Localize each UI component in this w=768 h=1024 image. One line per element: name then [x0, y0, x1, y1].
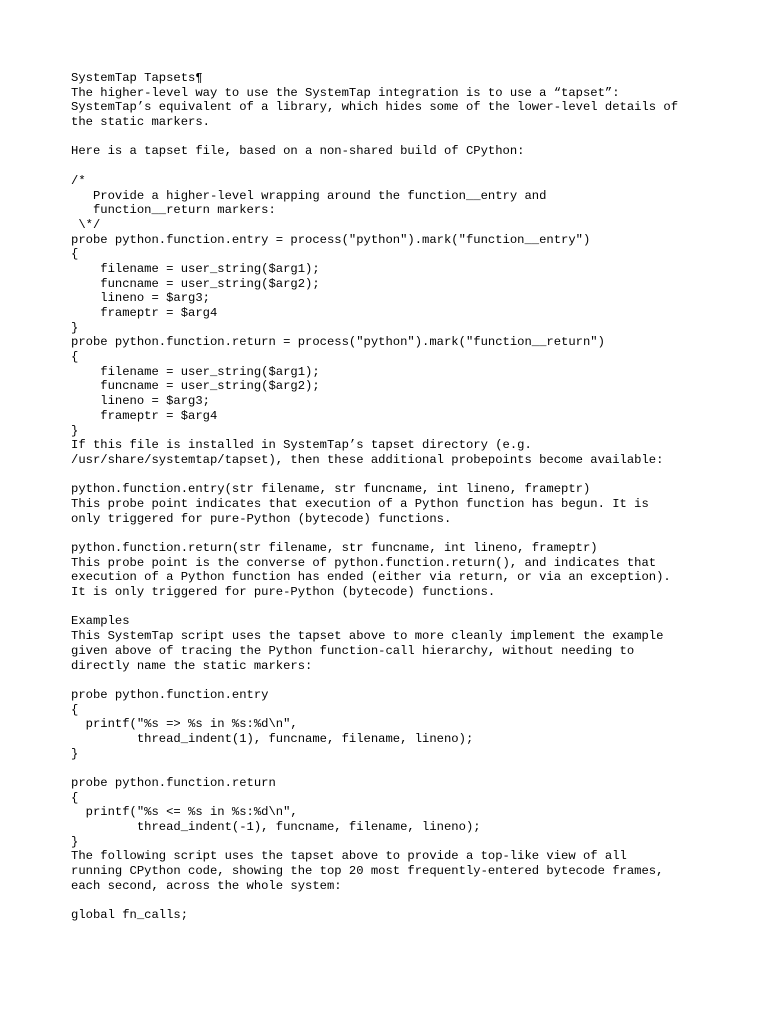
document-page	[71, 71, 731, 923]
document-line: {	[71, 702, 79, 717]
document-line: each second, across the whole system:	[71, 878, 342, 893]
document-line: the static markers.	[71, 115, 210, 130]
document-line: thread_indent(1), funcname, filename, lineno);	[71, 731, 474, 746]
document-line: The following script uses the tapset above to provide a top-like view of all	[71, 849, 627, 864]
document-line: }	[71, 320, 79, 335]
document-line: The higher-level way to use the SystemTap integration is to use a “tapset”:	[71, 85, 620, 100]
document-line: printf("%s => %s in %s:%d\n",	[71, 717, 298, 732]
document-line: only triggered for pure-Python (bytecode) functions.	[71, 511, 452, 526]
document-line: It is only triggered for pure-Python (bytecode) functions.	[71, 585, 496, 600]
document-line: {	[71, 790, 79, 805]
document-line: {	[71, 247, 79, 262]
document-line	[71, 673, 731, 688]
document-line: probe python.function.return	[71, 776, 276, 790]
document-line: This probe point indicates that execution of a Python function has begun. It is	[71, 496, 649, 511]
document-line	[71, 468, 731, 483]
document-line: If this file is installed in SystemTap’s tapset directory (e.g.	[71, 438, 532, 453]
document-line	[71, 600, 731, 615]
document-line: This probe point is the converse of python.function.return(), and indicates that	[71, 555, 657, 570]
document-line	[71, 159, 731, 174]
document-line: lineno = $arg3;	[71, 291, 210, 306]
document-line: funcname = user_string($arg2);	[71, 379, 320, 394]
document-line: function__return markers:	[71, 203, 276, 218]
document-line: Here is a tapset file, based on a non-shared build of CPython:	[71, 144, 525, 159]
document-line: SystemTap Tapsets¶	[71, 71, 203, 85]
document-line: SystemTap’s equivalent of a library, which hides some of the lower-level details of	[71, 100, 679, 115]
document-line: frameptr = $arg4	[71, 306, 218, 320]
document-line: printf("%s <= %s in %s:%d\n",	[71, 805, 298, 820]
document-line: filename = user_string($arg1);	[71, 364, 320, 379]
document-line: filename = user_string($arg1);	[71, 261, 320, 276]
document-line	[71, 130, 731, 145]
document-line: probe python.function.entry = process("python").mark("function__entry")	[71, 232, 591, 247]
document-line: Examples	[71, 614, 130, 629]
document-line: \*/	[71, 217, 101, 232]
document-line: /*	[71, 173, 86, 188]
document-line	[71, 526, 731, 541]
document-line: execution of a Python function has ended (either via return, or via an exception).	[71, 570, 671, 585]
document-line: /usr/share/systemtap/tapset), then these additional probepoints become available:	[71, 452, 664, 467]
document-line: Provide a higher-level wrapping around the function__entry and	[71, 188, 547, 203]
document-line: }	[71, 834, 79, 849]
document-line: probe python.function.entry	[71, 687, 269, 702]
document-line: given above of tracing the Python function-call hierarchy, without needing to	[71, 643, 635, 658]
document-line: funcname = user_string($arg2);	[71, 276, 320, 291]
document-line	[71, 894, 731, 909]
document-line: global fn_calls;	[71, 908, 189, 923]
document-line: lineno = $arg3;	[71, 394, 210, 409]
document-line: probe python.function.return = process("python").mark("function__return")	[71, 335, 605, 350]
document-line: running CPython code, showing the top 20 most frequently-entered bytecode frames,	[71, 864, 664, 879]
document-line: thread_indent(-1), funcname, filename, lineno);	[71, 820, 481, 835]
document-line: frameptr = $arg4	[71, 408, 218, 423]
document-line: python.function.return(str filename, str funcname, int lineno, frameptr)	[71, 541, 598, 555]
document-line: }	[71, 423, 79, 438]
document-line: }	[71, 746, 79, 761]
document-line	[71, 761, 731, 776]
document-line: python.function.entry(str filename, str funcname, int lineno, frameptr)	[71, 482, 591, 497]
document-line: This SystemTap script uses the tapset above to more cleanly implement the example	[71, 629, 664, 644]
document-line: {	[71, 350, 79, 365]
document-line: directly name the static markers:	[71, 658, 313, 673]
